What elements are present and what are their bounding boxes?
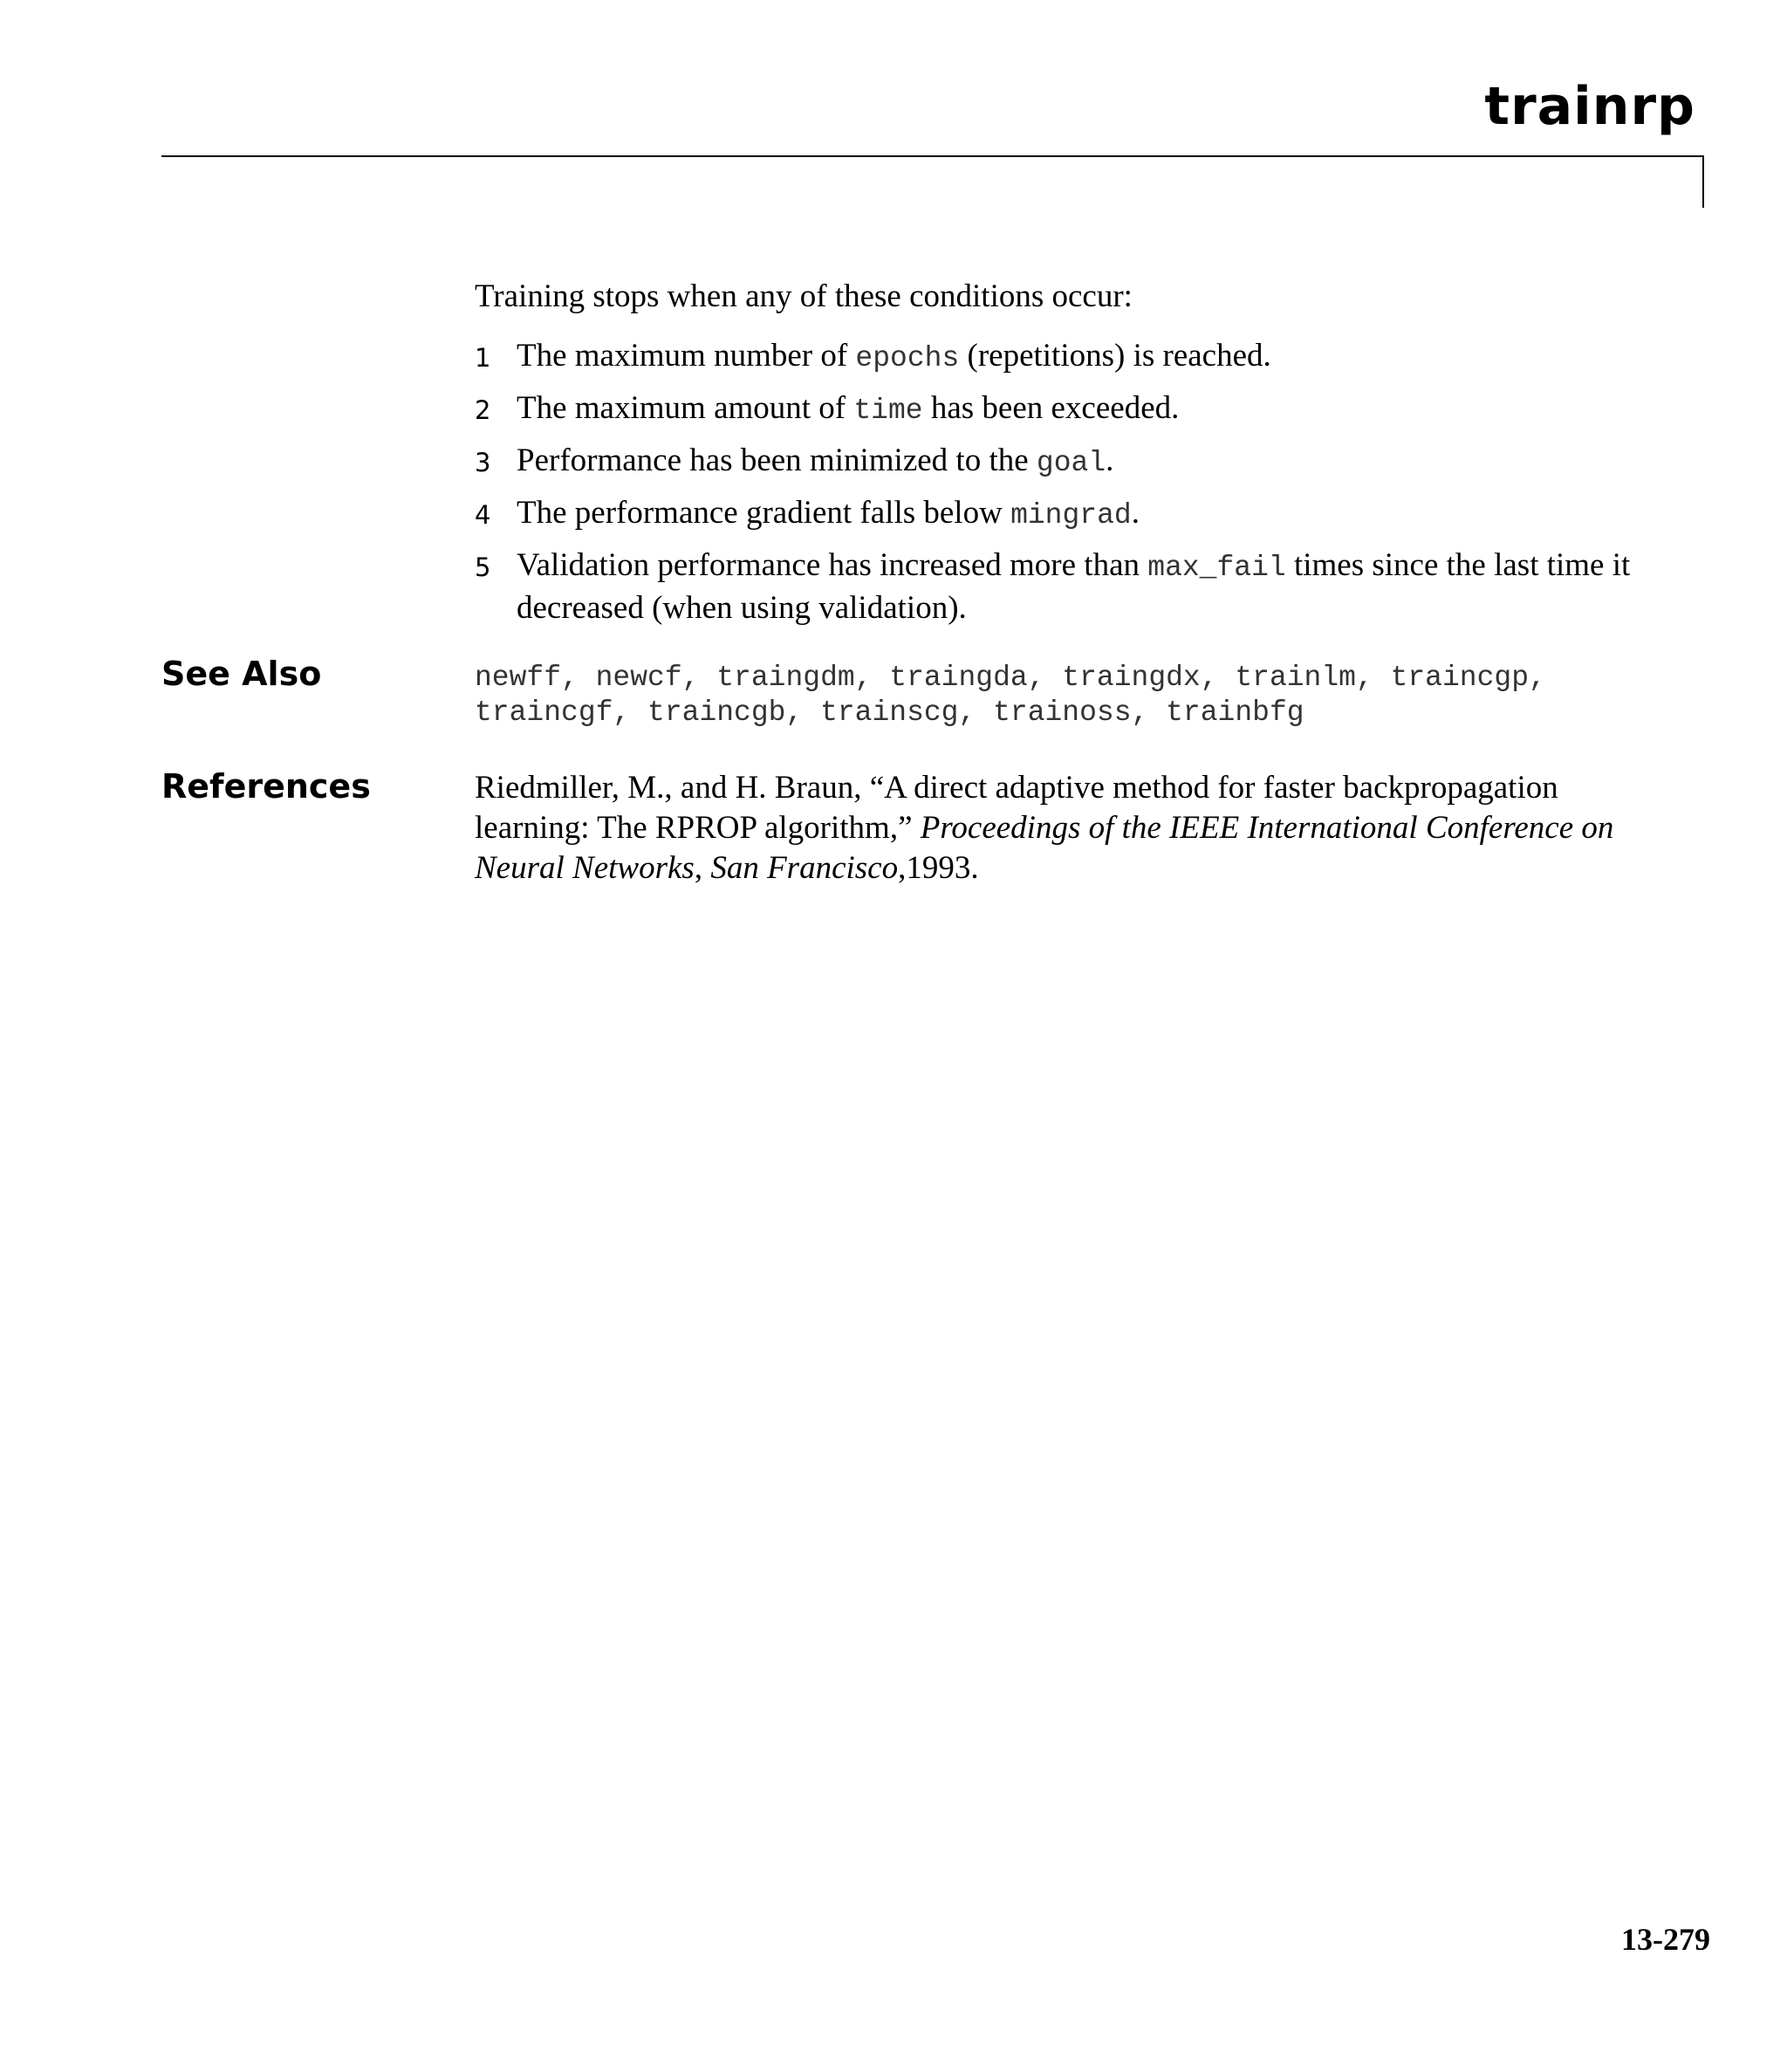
list-item-text: (repetitions) is reached.: [959, 338, 1271, 374]
code-term: goal: [1036, 447, 1106, 479]
list-item-text: .: [1131, 495, 1140, 531]
list-item-number: 1: [475, 343, 491, 373]
list-item-text: The maximum amount of: [517, 390, 854, 426]
list-item-number: 2: [475, 395, 491, 425]
see-also-line: newff, newcf, traingdm, traingda, traingdx, trainlm, traincgp,: [475, 662, 1546, 694]
see-also-list: [475, 661, 1644, 731]
citation-proceedings: Proceedings of the IEEE International Conference on Neural Networks: [475, 810, 1614, 886]
list-item: [475, 388, 1644, 431]
list-item-number: 4: [475, 500, 491, 530]
code-term: max_fail: [1147, 552, 1286, 584]
stop-conditions-list: [475, 336, 1644, 638]
list-item-text: times since the last time it decreased (when using validation).: [517, 547, 1631, 626]
code-term: time: [853, 395, 923, 427]
header-tick-mark: [1702, 155, 1704, 208]
reference-citation: [475, 768, 1644, 888]
intro-paragraph: Training stops when any of these conditions occur:: [475, 278, 1133, 314]
header-rule: [161, 155, 1704, 157]
see-also-heading: See Also: [161, 655, 322, 693]
list-item: [475, 545, 1644, 628]
list-item: [475, 493, 1644, 536]
see-also-line: traincgf, traincgb, trainscg, trainoss, trainbfg: [475, 696, 1304, 729]
citation-location: San Francisco: [710, 850, 899, 886]
code-term: mingrad: [1010, 499, 1132, 532]
list-item-text: .: [1106, 443, 1114, 478]
list-item-number: 3: [475, 448, 491, 477]
citation-text: ,: [694, 850, 711, 886]
list-item-text: The maximum number of: [517, 338, 856, 374]
code-term: epochs: [855, 342, 960, 374]
citation-text: Riedmiller, M., and H. Braun, “A direct adaptive method for faster backpropagation learning: The RPROP algorithm,”: [475, 770, 1558, 846]
list-item-text: has been exceeded.: [922, 390, 1180, 426]
references-heading: References: [161, 767, 371, 806]
page-number: 13-279: [1621, 1922, 1710, 1957]
list-item-text: The performance gradient falls below: [517, 495, 1011, 531]
list-item: [475, 441, 1644, 484]
list-item-number: 5: [475, 552, 491, 582]
list-item-text: Validation performance has increased more than: [517, 547, 1148, 583]
list-item: [475, 336, 1644, 379]
page-title: trainrp: [1484, 76, 1695, 137]
citation-year: ,1993.: [898, 850, 979, 886]
list-item-text: Performance has been minimized to the: [517, 443, 1037, 478]
